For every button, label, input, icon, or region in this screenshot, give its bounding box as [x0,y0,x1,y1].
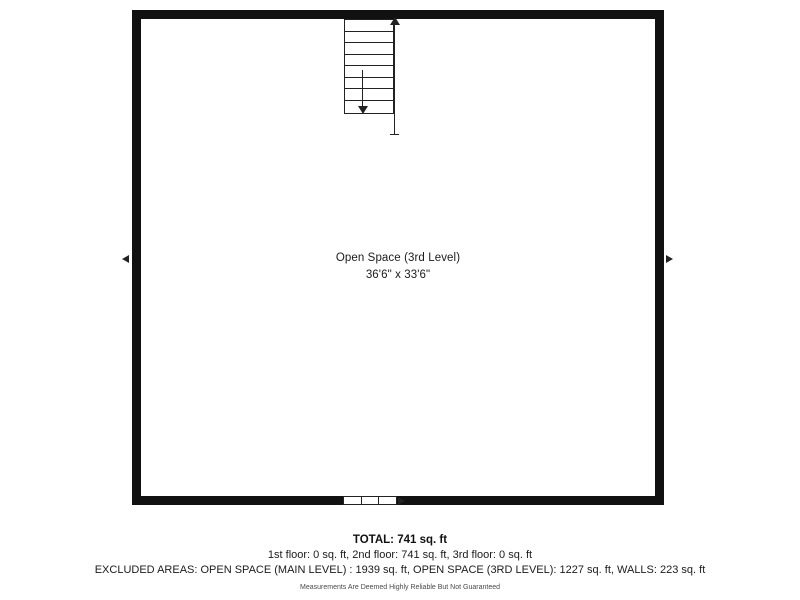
per-floor-area-text: 1st floor: 0 sq. ft, 2nd floor: 741 sq. ft, 3rd floor: 0 sq. ft [267,549,533,561]
stair-rail-cap [390,134,399,135]
disclaimer-text: Measurements Are Deemed Highly Reliable But Not Guaranteed [300,584,500,591]
stair-down-arrow-line [362,70,363,110]
stair-rail-line [394,19,395,135]
total-area-text: TOTAL: 741 sq. ft [352,534,448,546]
stair-down-arrow-icon [358,106,368,114]
staircase-icon [344,19,394,114]
room-label [132,250,664,284]
stair-up-arrow-icon [390,17,400,25]
floor-plan-drawing [132,10,664,505]
area-summary [0,533,800,593]
right-dimension-marker-icon [666,255,673,263]
excluded-areas-text: EXCLUDED AREAS: OPEN SPACE (MAIN LEVEL) : 1939 sq. ft, OPEN SPACE (3RD LEVEL): 1227 sq. ft, WALLS: 223 sq. ft [94,564,706,576]
room-dimensions: 36'6" x 33'6" [365,269,431,281]
window-direction-arrow-icon [398,497,405,505]
left-dimension-marker-icon [122,255,129,263]
room-name: Open Space (3rd Level) [335,252,461,264]
window-icon [343,496,397,505]
